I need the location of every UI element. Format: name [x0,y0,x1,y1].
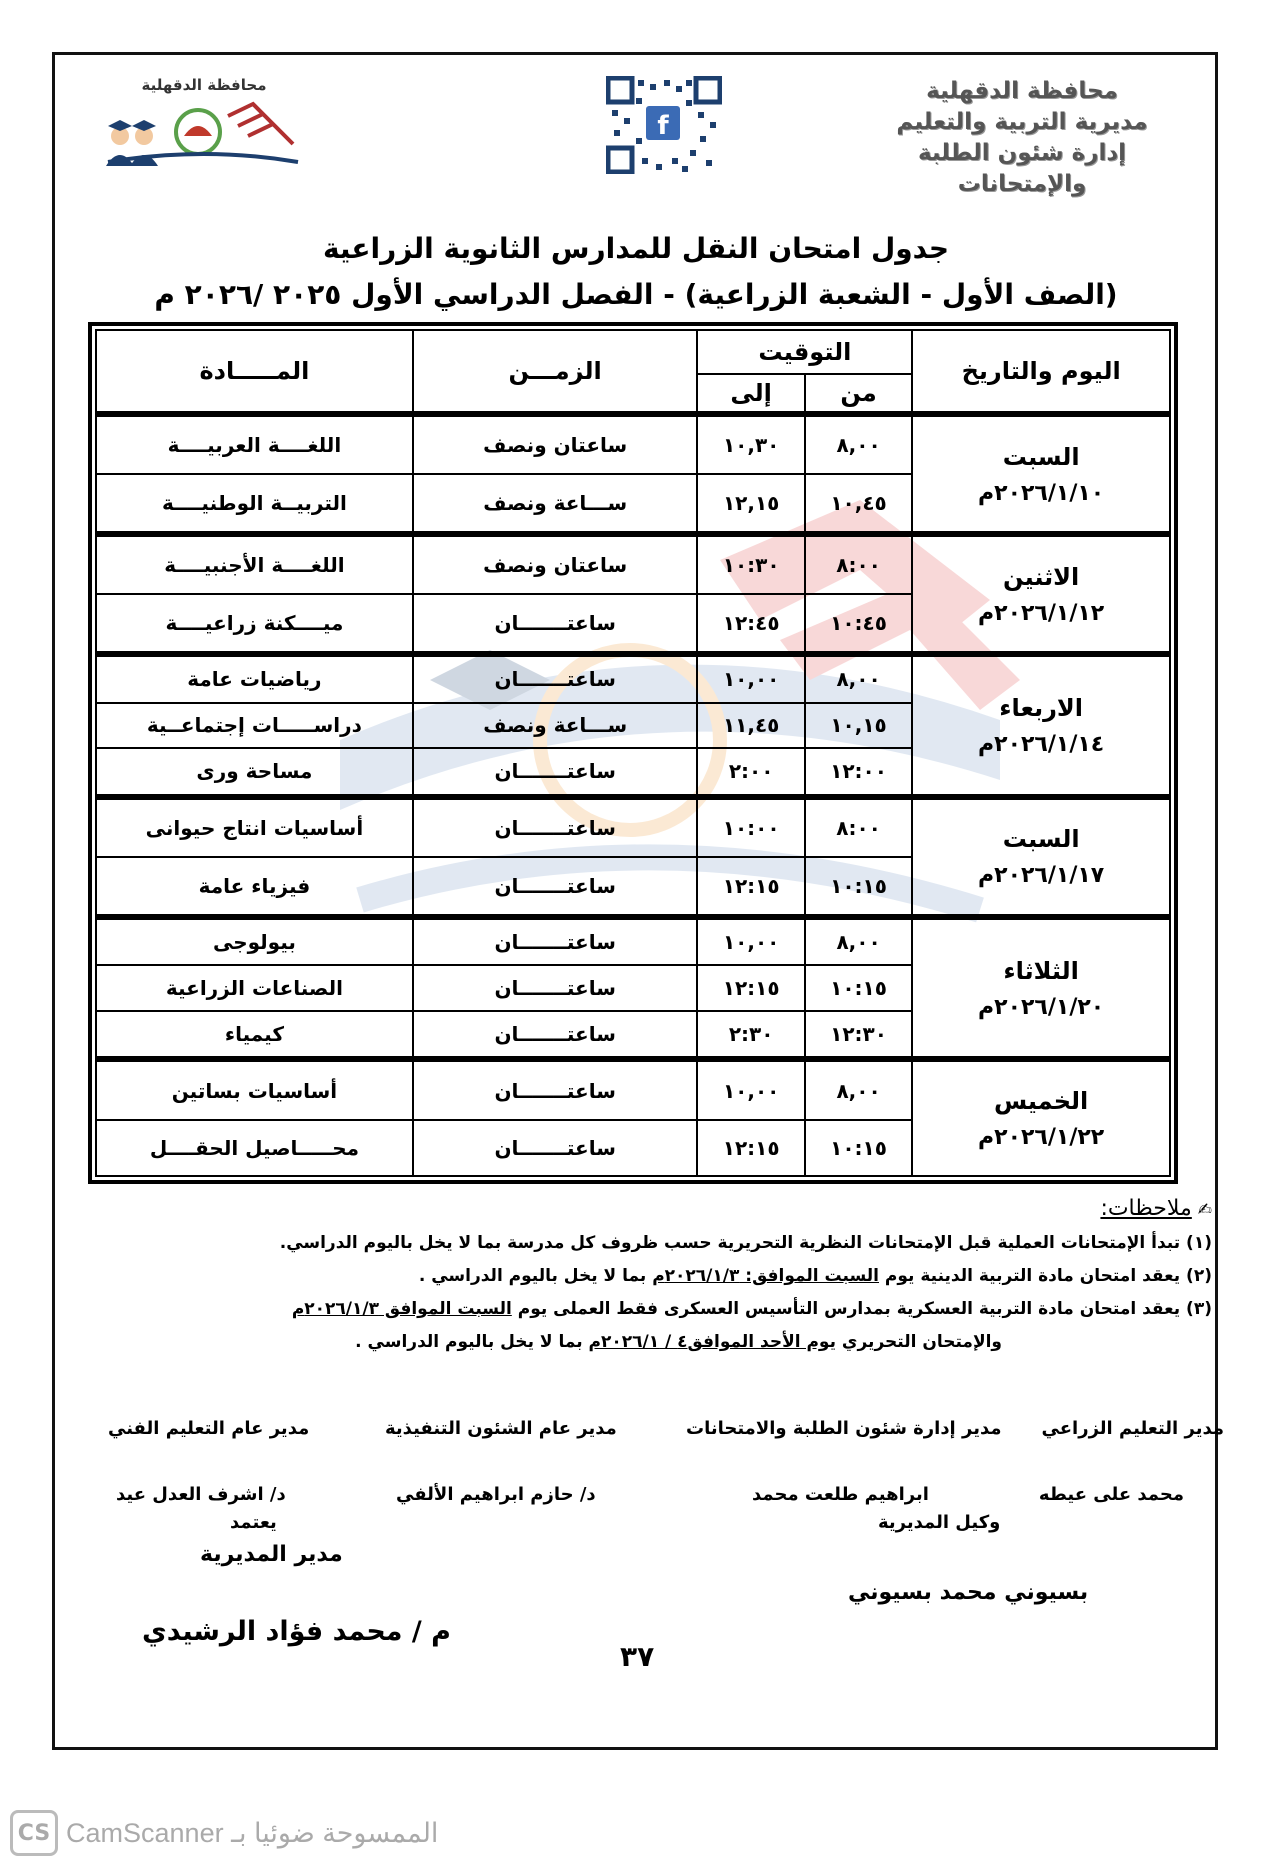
logo-title: محافظة الدقهلية [141,76,267,94]
signature-name-technical-education: د/ اشرف العدل عيد [116,1484,286,1505]
exam-row [96,917,1170,966]
subject-cell: الصناعات الزراعية [96,965,413,1010]
exam-date: ٢٠٢٦/١/٢٢م [978,1125,1105,1151]
exam-row [96,797,1170,857]
governorate-logo [98,76,310,176]
day-name: الاثنين [1002,562,1080,591]
time-to-cell: ١٠:٠٠ [697,797,804,857]
header-from: من [805,374,912,414]
day-date-cell [912,534,1170,654]
day-name: الاربعاء [999,693,1083,722]
subject-cell: ميــــكنة زراعيــــة [96,594,413,654]
exam-row [96,654,1170,703]
svg-text:f: f [657,111,669,141]
duration-cell: ساعتـــــــان [413,1011,698,1060]
governorate-line: محافظة الدقهلية [926,78,1118,104]
note-item-3-continued [200,1326,1212,1359]
exam-date: ٢٠٢٦/١/١٧م [978,863,1105,889]
subject-cell: أساسيات انتاج حيوانى [96,797,413,857]
day-date-cell [912,797,1170,917]
signature-title-technical-education: مدير عام التعليم الفني [108,1418,310,1439]
time-to-cell: ١٢:١٥ [697,965,804,1010]
time-from-cell: ٨,٠٠ [805,654,912,703]
director-name: م / محمد فؤاد الرشيدي [142,1616,451,1647]
duration-cell: ساعتـــــــان [413,857,698,917]
subject-cell: رياضيات عامة [96,654,413,703]
header-to: إلى [697,374,804,414]
document-title: جدول امتحان النقل للمدارس الثانوية الزراعية [322,232,950,265]
exam-date: ٢٠٢٦/١/١٠م [978,480,1105,506]
time-to-cell: ٢:٣٠ [697,1011,804,1060]
deputy-name: بسيوني محمد بسيوني [848,1580,1089,1605]
subject-cell: كيمياء [96,1011,413,1060]
note-underlined-date: السبت الموافق ٢٠٢٦/١/٣م [291,1299,512,1319]
exam-row [96,1059,1170,1119]
duration-cell: ساعتـــــــان [413,594,698,654]
subject-cell: اللغــــة العربيــــة [96,414,413,474]
subject-cell: مساحة ورى [96,748,413,797]
time-to-cell: ٢:٠٠ [697,748,804,797]
time-to-cell: ١٠,٣٠ [697,414,804,474]
duration-cell: ســـاعة ونصف [413,474,698,534]
signature-name-students-affairs: ابراهيم طلعت محمد [752,1484,929,1505]
duration-cell: ساعتـــــــان [413,965,698,1010]
note-text: يعقد امتحان مادة التربية الدينية يوم [879,1266,1181,1286]
time-to-cell: ١٢,١٥ [697,474,804,534]
note-underlined-date: السبت الموافق: ٢٠٢٦/١/٣م [652,1266,879,1286]
note-number: (١) [1186,1233,1212,1253]
duration-cell: ســـاعة ونصف [413,703,698,748]
time-from-cell: ١٠:١٥ [805,1120,912,1176]
duration-cell: ساعتـــــــان [413,748,698,797]
time-to-cell: ١٢:١٥ [697,1120,804,1176]
time-to-cell: ١٠:٣٠ [697,534,804,594]
approve-label: يعتمد [230,1512,277,1533]
director-title: مدير المديرية [200,1542,343,1567]
day-date-cell [912,654,1170,797]
facebook-qr-icon [606,76,722,174]
subject-cell: بيولوجى [96,917,413,966]
directorate-header [862,76,1182,200]
note-underlined-date: يوم الأحد الموافق٤ / ٢٠٢٦/١م [588,1332,836,1352]
header-subject: المـــــادة [96,330,413,414]
time-to-cell: ١١,٤٥ [697,703,804,748]
notes-heading [200,1192,1212,1227]
duration-cell: ساعتان ونصف [413,534,698,594]
time-from-cell: ١٠:٤٥ [805,594,912,654]
duration-cell: ساعتان ونصف [413,414,698,474]
signature-name-agri-education: محمد على عيطه [1038,1484,1184,1505]
notes-heading-text: ملاحظات: [1100,1196,1192,1221]
time-from-cell: ١٠:١٥ [805,965,912,1010]
time-from-cell: ١٠:١٥ [805,857,912,917]
day-date-cell [912,414,1170,534]
time-from-cell: ١٠,١٥ [805,703,912,748]
time-to-cell: ١٢:٤٥ [697,594,804,654]
duration-cell: ساعتـــــــان [413,654,698,703]
graduates-book-logo-icon [98,96,310,176]
exam-row [96,414,1170,474]
subject-cell: محـــــاصيل الحقــــل [96,1120,413,1176]
note-item-3 [200,1293,1212,1326]
day-name: السبت [1002,825,1080,854]
pen-writing-icon: ✍ [1197,1200,1212,1220]
note-number: (٣) [1186,1299,1212,1319]
time-to-cell: ١٠,٠٠ [697,1059,804,1119]
schedule-body [96,414,1170,1176]
signature-title-students-affairs: مدير إدارة شئون الطلبة والامتحانات [686,1418,1002,1439]
time-to-cell: ١٠,٠٠ [697,654,804,703]
deputy-title: وكيل المديرية [878,1512,1001,1533]
note-text: تبدأ الإمتحانات العملية قبل الإمتحانات النظرية التحريرية حسب ظروف كل مدرسة بما لا يخل باليوم الدراسي. [279,1233,1181,1253]
note-number: (٢) [1186,1266,1212,1286]
time-to-cell: ١٢:١٥ [697,857,804,917]
time-from-cell: ٨:٠٠ [805,797,912,857]
duration-cell: ساعتـــــــان [413,1059,698,1119]
exam-date: ٢٠٢٦/١/١٤م [978,731,1105,757]
subject-cell: اللغــــة الأجنبيــــة [96,534,413,594]
note-text: بما لا يخل باليوم الدراسي . [355,1332,589,1352]
note-text: يعقد امتحان مادة التربية العسكرية بمدارس التأسيس العسكرى فقط العملى يوم [511,1299,1181,1319]
time-from-cell: ١٠,٤٥ [805,474,912,534]
time-from-cell: ١٢:٠٠ [805,748,912,797]
subject-cell: التربيــة الوطنيــــة [96,474,413,534]
camscanner-logo-icon: CS [10,1810,58,1856]
page-number: ٣٧ [620,1640,655,1673]
subject-cell: دراســـــات إجتماعــية [96,703,413,748]
note-item-1 [200,1227,1212,1260]
exam-date: ٢٠٢٦/١/٢٠م [978,994,1105,1020]
time-from-cell: ٨,٠٠ [805,917,912,966]
subject-cell: أساسيات بساتين [96,1059,413,1119]
signature-title-agri-education: مدير التعليم الزراعي [1041,1418,1224,1439]
day-name: الثلاثاء [1003,956,1079,985]
signature-name-executive-affairs: د/ حازم ابراهيم الألفي [396,1484,596,1505]
duration-cell: ساعتـــــــان [413,917,698,966]
note-text: بما لا يخل باليوم الدراسي . [418,1266,653,1286]
duration-cell: ساعتـــــــان [413,797,698,857]
camscanner-watermark [10,1810,438,1856]
exam-schedule-table [88,322,1178,1184]
time-to-cell: ١٠,٠٠ [697,917,804,966]
note-text: والإمتحان التحريري [835,1332,1002,1352]
time-from-cell: ٨,٠٠ [805,1059,912,1119]
signature-title-executive-affairs: مدير عام الشئون التنفيذية [385,1418,617,1439]
day-name: الخميس [993,1087,1089,1116]
day-name: السبت [1002,442,1080,471]
duration-cell: ساعتـــــــان [413,1120,698,1176]
header-timing: التوقيت [697,330,912,374]
header-duration: الزمـــن [413,330,698,414]
exam-row [96,534,1170,594]
day-date-cell [912,1059,1170,1176]
note-item-2 [200,1260,1212,1293]
notes-section [200,1192,1212,1359]
directorate-line: مديرية التربية والتعليم [896,109,1148,135]
time-from-cell: ٨,٠٠ [805,414,912,474]
day-date-cell [912,917,1170,1060]
department-line: إدارة شئون الطلبة والإمتحانات [917,140,1127,197]
exam-date: ٢٠٢٦/١/١٢م [978,600,1105,626]
time-from-cell: ٨:٠٠ [805,534,912,594]
time-from-cell: ١٢:٣٠ [805,1011,912,1060]
document-subtitle: (الصف الأول - الشعبة الزراعية) - الفصل الدراسي الأول ٢٠٢٥ /٢٠٢٦ م [154,278,1118,311]
camscanner-text: CamScanner الممسوحة ضوئيا بـ [66,1817,439,1848]
header-day-date: اليوم والتاريخ [912,330,1170,414]
subject-cell: فيزياء عامة [96,857,413,917]
